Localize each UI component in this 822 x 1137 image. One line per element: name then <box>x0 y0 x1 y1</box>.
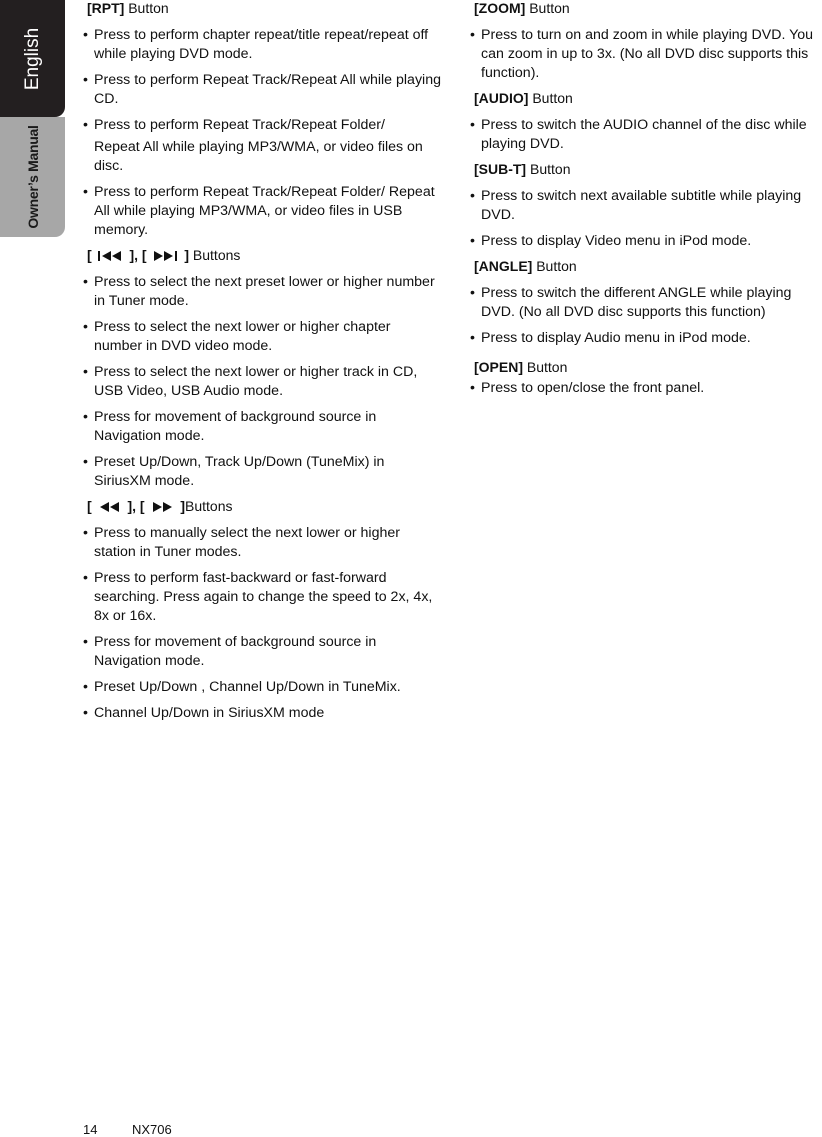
model-name: NX706 <box>132 1122 172 1137</box>
angle-section <box>470 258 822 348</box>
open-section <box>470 359 822 398</box>
manual-tab <box>0 117 65 237</box>
list-item-continuation: Repeat All while playing MP3/WMA, or video files on disc. <box>94 139 423 174</box>
list-item: • Press to perform Repeat Track/Repeat All while playing CD. <box>83 72 441 107</box>
skip-section <box>83 247 441 491</box>
list-item: • Press to select the next lower or higher chapter number in DVD video mode. <box>83 319 391 354</box>
manual-tab-label: Owner’s Manual <box>24 125 41 229</box>
subt-section <box>470 161 822 251</box>
page-number: 14 <box>83 1122 98 1137</box>
skip-previous-icon <box>97 250 125 262</box>
language-tab <box>0 0 65 117</box>
open-heading: [OPEN] Button <box>474 359 568 375</box>
list-item: • Press to turn on and zoom in while playing DVD. You can zoom in up to 3x. (No all DVD disc supports this function). <box>470 27 814 81</box>
list-item: • Press to select the next preset lower or higher number in Tuner mode. <box>83 274 435 309</box>
audio-section <box>470 90 822 154</box>
list-item: • Press to manually select the next lower or higher station in Tuner modes. <box>83 525 400 560</box>
list-item: • Press to select the next lower or higher track in CD, USB Video, USB Audio mode. <box>83 364 418 399</box>
language-tab-label: English <box>21 27 43 90</box>
list-item: • Press to open/close the front panel. <box>470 380 705 396</box>
skip-next-icon <box>151 250 179 262</box>
subt-heading: [SUB-T] Button <box>474 161 571 177</box>
list-item: • Press for movement of background source in Navigation mode. <box>83 634 377 669</box>
seek-section <box>83 498 441 723</box>
list-item: • Press to switch the AUDIO channel of the disc while playing DVD. <box>470 117 807 152</box>
rewind-icon <box>97 501 123 513</box>
list-item: • Press to perform chapter repeat/title repeat/repeat off while playing DVD mode. <box>83 27 429 62</box>
skip-heading: [ ], [ ] Buttons <box>87 247 241 263</box>
audio-heading: [AUDIO] Button <box>474 90 573 106</box>
list-item: • Channel Up/Down in SiriusXM mode <box>83 705 325 721</box>
list-item: • Press to perform Repeat Track/Repeat Folder/ Repeat All while playing MP3/WMA, or video files in USB memory. <box>83 184 435 238</box>
list-item: • Press to perform fast-backward or fast-forward searching. Press again to change the speed to 2x, 4x, 8x or 16x. <box>83 570 433 624</box>
zoom-section <box>470 0 822 83</box>
rpt-heading <box>87 0 441 17</box>
rpt-key: [RPT] <box>87 0 125 16</box>
right-column <box>470 0 822 405</box>
zoom-heading: [ZOOM] Button <box>474 0 570 16</box>
rpt-suffix: Button <box>124 0 169 16</box>
list-item: • Press to display Audio menu in iPod mode. <box>470 330 751 346</box>
list-item: • Press for movement of background source in Navigation mode. <box>83 409 377 444</box>
list-item: • Preset Up/Down, Track Up/Down (TuneMix) in SiriusXM mode. <box>83 454 385 489</box>
rpt-section <box>83 0 441 240</box>
list-item: • Press to display Video menu in iPod mode. <box>470 233 752 249</box>
left-column <box>83 0 441 730</box>
seek-heading: [ ], [ ]Buttons <box>87 498 233 514</box>
list-item: • Preset Up/Down , Channel Up/Down in TuneMix. <box>83 679 401 695</box>
list-item: • Press to switch next available subtitle while playing DVD. <box>470 188 802 223</box>
list-item: • Press to perform Repeat Track/Repeat Folder/ <box>83 117 385 133</box>
angle-heading: [ANGLE] Button <box>474 258 577 274</box>
fast-forward-icon <box>149 501 175 513</box>
list-item: • Press to switch the different ANGLE while playing DVD. (No all DVD disc supports this function) <box>470 285 792 320</box>
